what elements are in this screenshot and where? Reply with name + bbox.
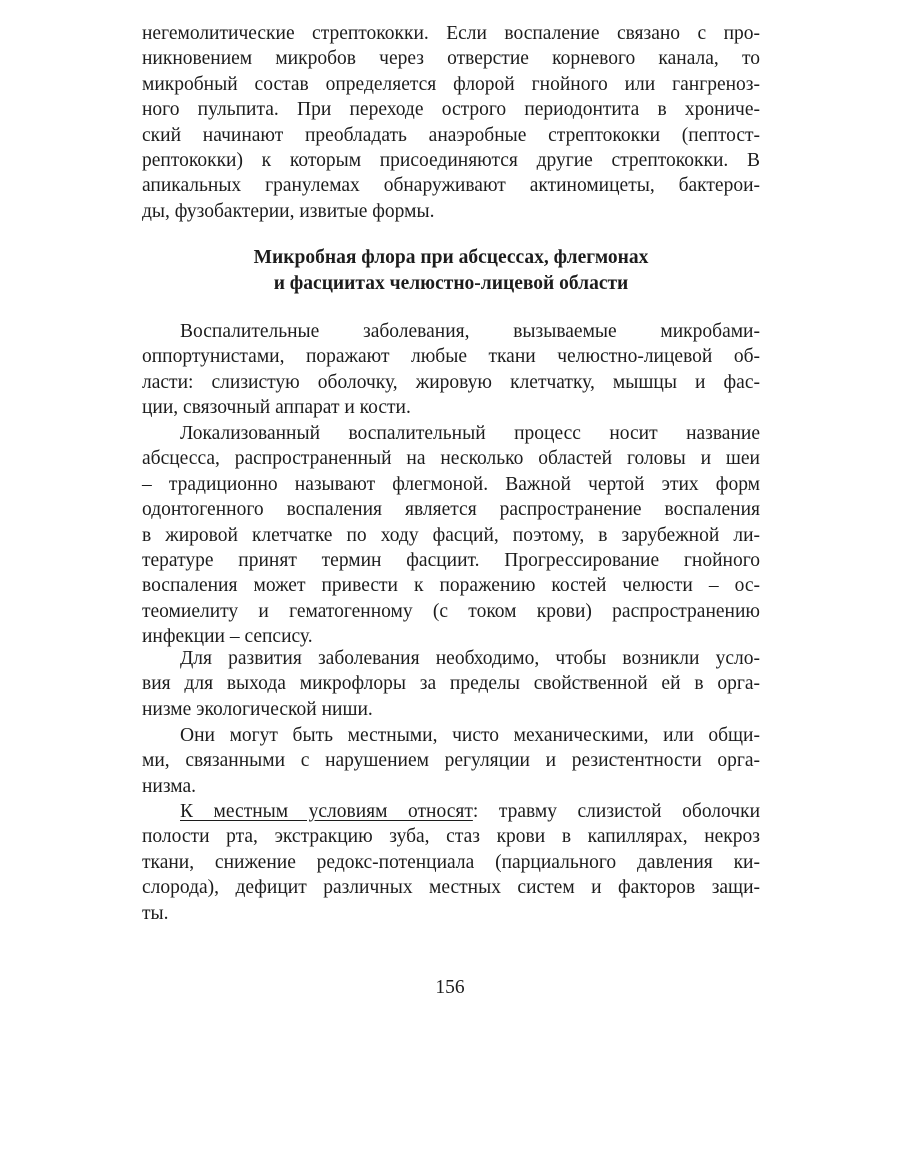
text-line: низма. [142, 775, 197, 797]
text-line: воспаления может привести к поражению костей челюсти – ос- [142, 575, 760, 597]
text-line: – традиционно называют флегмоной. Важной чертой этих форм [142, 473, 760, 495]
text-line: ции, связочный аппарат и кости. [142, 397, 411, 419]
text-line: Для развития заболевания необходимо, чтобы возникли усло- [180, 648, 760, 669]
paragraph [142, 799, 760, 926]
text-line: слорода), дефицит различных местных систем и факторов защи- [142, 877, 760, 899]
text-line: никновением микробов через отверстие корневого канала, то [142, 48, 760, 70]
text-line: тературе принят термин фасциит. Прогрессирование гнойного [142, 549, 760, 571]
heading-line: и фасциитах челюстно-лицевой области [273, 273, 629, 294]
page-number: 156 [435, 977, 465, 998]
paragraph [142, 646, 760, 722]
text-line: апикальных гранулемах обнаруживают актиномицеты, бактерои- [142, 175, 760, 197]
text-line: в жировой клетчатке по ходу фасций, поэтому, в зарубежной ли- [142, 524, 760, 546]
text-line: Локализованный воспалительный процесс носит название [180, 423, 760, 444]
text-line: Воспалительные заболевания, вызываемые микробами- [180, 321, 760, 342]
text-line: негемолитические стрептококки. Если воспаление связано с про- [142, 23, 760, 44]
text-line: рептококки) к которым присоединяются другие стрептококки. В [142, 149, 760, 171]
text-line: полости рта, экстракцию зуба, стаз крови в капиллярах, некроз [142, 826, 760, 848]
text-line: инфекции – сепсису. [142, 626, 313, 648]
text-line: низме экологической ниши. [142, 698, 373, 720]
text-line: Они могут быть местными, чисто механическими, или общи- [180, 725, 760, 746]
text-line: вия для выхода микрофлоры за пределы свойственной ей в орга- [142, 673, 760, 695]
text-line: микробный состав определяется флорой гнойного или гангреноз- [142, 73, 760, 95]
section-heading [142, 245, 760, 297]
text-line: ми, связанными с нарушением регуляции и резистентности орга- [142, 750, 760, 772]
underlined-lead: К местным условиям относят [180, 801, 473, 822]
text-line: абсцесса, распространенный на несколько областей головы и шеи [142, 448, 760, 470]
paragraph [142, 723, 760, 799]
text-line [142, 799, 760, 824]
text-line: ласти: слизистую оболочку, жировую клетчатку, мышцы и фас- [142, 371, 760, 393]
text-line: ский начинают преобладать анаэробные стрептококки (пептост- [142, 124, 760, 146]
text-line: одонтогенного воспаления является распространение воспаления [142, 499, 760, 521]
lead-rest: : травму слизистой оболочки [472, 801, 760, 822]
text-line: теомиелиту и гематогенному (с током крови) распространению [142, 600, 760, 622]
text-line: ного пульпита. При переходе острого периодонтита в хрониче- [142, 99, 760, 121]
text-line: ды, фузобактерии, извитые формы. [142, 200, 435, 222]
text-line: оппортунистами, поражают любые ткани челюстно-лицевой об- [142, 346, 760, 368]
paragraph [142, 421, 760, 650]
heading-line: Микробная флора при абсцессах, флегмонах [253, 247, 649, 268]
intro-paragraph [142, 21, 760, 224]
text-line: ткани, снижение редокс-потенциала (парциального давления ки- [142, 851, 760, 873]
paragraph [142, 319, 760, 421]
text-line: ты. [142, 902, 169, 924]
